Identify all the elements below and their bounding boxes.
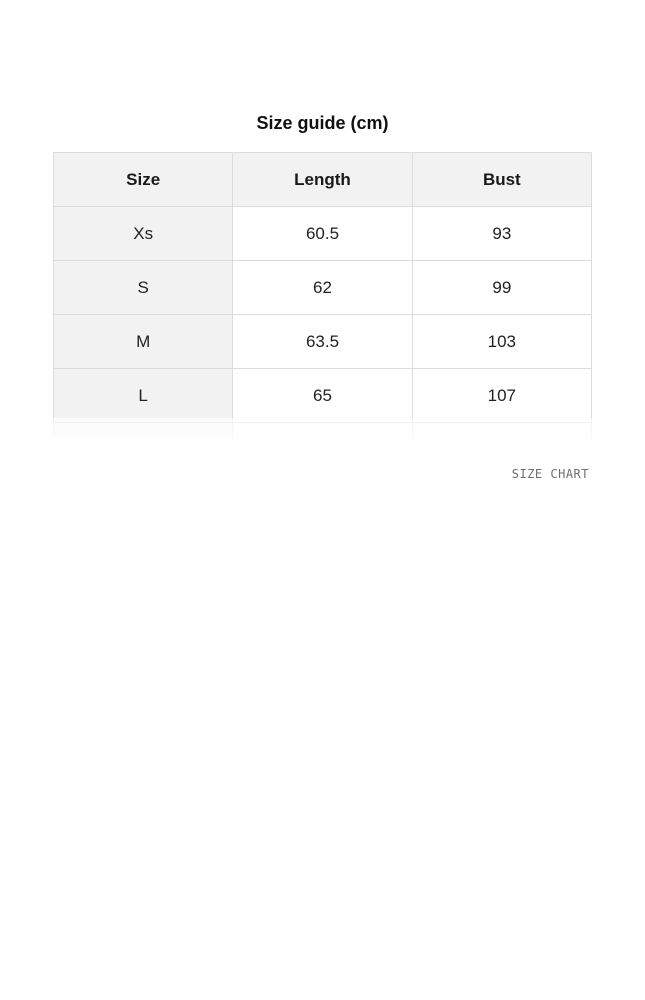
bust-cell: 103 — [412, 315, 591, 369]
length-cell: 60.5 — [233, 207, 412, 261]
column-header-size: Size — [54, 153, 233, 207]
bust-cell — [412, 423, 591, 453]
length-cell: 63.5 — [233, 315, 412, 369]
size-cell: M — [54, 315, 233, 369]
size-cell: Xs — [54, 207, 233, 261]
length-cell: 65 — [233, 369, 412, 423]
size-cell: S — [54, 261, 233, 315]
length-cell — [233, 423, 412, 453]
table-header-row — [54, 153, 592, 207]
page-title: Size guide (cm) — [256, 113, 389, 133]
size-cell — [54, 423, 233, 453]
size-table — [53, 152, 592, 452]
column-header-length: Length — [233, 153, 412, 207]
length-cell: 62 — [233, 261, 412, 315]
bust-cell: 107 — [412, 369, 591, 423]
size-chart-caption: SIZE CHART — [511, 467, 589, 481]
table-row — [54, 207, 592, 261]
size-cell: L — [54, 369, 233, 423]
bust-cell: 93 — [412, 207, 591, 261]
bust-cell: 99 — [412, 261, 591, 315]
table-row — [54, 369, 592, 423]
table-row-faded — [54, 423, 592, 453]
size-table-container — [53, 152, 592, 452]
column-header-bust: Bust — [412, 153, 591, 207]
table-row — [54, 261, 592, 315]
table-row — [54, 315, 592, 369]
